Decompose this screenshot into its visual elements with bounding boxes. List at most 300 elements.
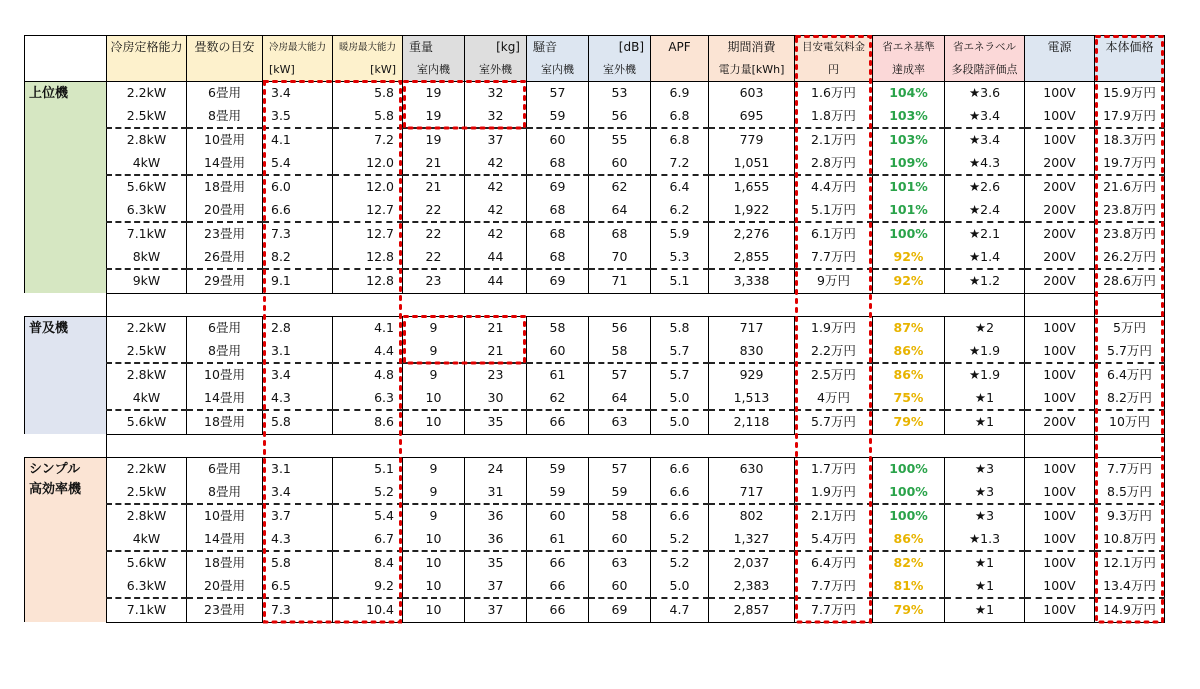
cell-noise-outdoor: 57 — [589, 458, 651, 481]
table-row — [25, 528, 1165, 552]
cell-weight-indoor: 10 — [403, 387, 465, 411]
cell-capacity: 2.8kW — [107, 363, 187, 387]
cell-electricity-cost: 5.1万円 — [795, 199, 873, 223]
cell-apf: 6.9 — [651, 82, 709, 105]
cell-power-source: 100V — [1025, 317, 1095, 340]
cell-energy-rate: 100% — [873, 222, 945, 246]
cell-energy-label: ★3 — [945, 481, 1025, 505]
cell-price: 14.9万円 — [1095, 598, 1165, 622]
cell-capacity: 2.5kW — [107, 105, 187, 129]
cell-noise-indoor: 68 — [527, 152, 589, 176]
cell-max-cool: 5.8 — [263, 551, 333, 575]
header-price: 本体価格 — [1095, 36, 1165, 59]
cell-room-size: 10畳用 — [187, 363, 263, 387]
cell-weight-indoor: 21 — [403, 152, 465, 176]
gap-cell — [465, 434, 527, 458]
cell-room-size: 14畳用 — [187, 528, 263, 552]
gap-cell — [25, 434, 107, 458]
cell-weight-outdoor: 24 — [465, 458, 527, 481]
cell-electricity-cost: 1.6万円 — [795, 82, 873, 105]
cell-apf: 6.6 — [651, 481, 709, 505]
table-row — [25, 458, 1165, 481]
cell-annual-power: 2,037 — [709, 551, 795, 575]
cell-noise-outdoor: 58 — [589, 504, 651, 528]
cell-energy-rate: 75% — [873, 387, 945, 411]
cell-room-size: 23畳用 — [187, 222, 263, 246]
cell-max-cool: 3.7 — [263, 504, 333, 528]
cell-apf: 5.1 — [651, 269, 709, 293]
header-weight-indoor: 室内機 — [403, 59, 465, 82]
header-weight: 重量 — [403, 36, 465, 59]
cell-max-cool: 2.8 — [263, 317, 333, 340]
header-power-source: 電源 — [1025, 36, 1095, 59]
table-row — [25, 598, 1165, 622]
header-room-size: 畳数の目安 — [187, 36, 263, 59]
cell-noise-indoor: 58 — [527, 317, 589, 340]
header-max-heat: 暖房最大能力 — [333, 36, 403, 59]
cell-power-source: 100V — [1025, 82, 1095, 105]
cell-electricity-cost: 7.7万円 — [795, 598, 873, 622]
header-annual-power: 期間消費 — [709, 36, 795, 59]
cell-weight-indoor: 10 — [403, 598, 465, 622]
header-power-source-2 — [1025, 59, 1095, 82]
table-row — [25, 222, 1165, 246]
header-max-cool: 冷房最大能力 — [263, 36, 333, 59]
cell-max-heat: 5.8 — [333, 82, 403, 105]
cell-energy-label: ★1 — [945, 387, 1025, 411]
cell-capacity: 7.1kW — [107, 598, 187, 622]
cell-energy-label: ★3 — [945, 458, 1025, 481]
cell-capacity: 2.2kW — [107, 458, 187, 481]
cell-energy-label: ★3.6 — [945, 82, 1025, 105]
cell-max-cool: 5.8 — [263, 410, 333, 434]
cell-noise-indoor: 60 — [527, 128, 589, 152]
cell-noise-outdoor: 53 — [589, 82, 651, 105]
cell-annual-power: 2,857 — [709, 598, 795, 622]
cell-room-size: 26畳用 — [187, 246, 263, 270]
header-annual-power-unit: 電力量[kWh] — [709, 59, 795, 82]
cell-energy-rate: 86% — [873, 340, 945, 364]
cell-annual-power: 830 — [709, 340, 795, 364]
cell-noise-outdoor: 60 — [589, 575, 651, 599]
cell-power-source: 200V — [1025, 199, 1095, 223]
cell-noise-indoor: 69 — [527, 175, 589, 199]
cell-capacity: 6.3kW — [107, 199, 187, 223]
cell-energy-rate: 100% — [873, 504, 945, 528]
cell-electricity-cost: 1.8万円 — [795, 105, 873, 129]
cell-energy-label: ★3.4 — [945, 128, 1025, 152]
cell-apf: 6.2 — [651, 199, 709, 223]
cell-capacity: 2.2kW — [107, 317, 187, 340]
cell-noise-indoor: 68 — [527, 222, 589, 246]
cell-room-size: 14畳用 — [187, 387, 263, 411]
cell-energy-rate: 81% — [873, 575, 945, 599]
cell-power-source: 100V — [1025, 481, 1095, 505]
cell-power-source: 200V — [1025, 410, 1095, 434]
cell-price: 13.4万円 — [1095, 575, 1165, 599]
header-corner — [25, 36, 107, 59]
cell-capacity: 2.2kW — [107, 82, 187, 105]
header-max-cool-unit: [kW] — [263, 59, 333, 82]
table-row — [25, 175, 1165, 199]
cell-energy-label: ★2.4 — [945, 199, 1025, 223]
cell-max-cool: 6.6 — [263, 199, 333, 223]
cell-energy-label: ★1.2 — [945, 269, 1025, 293]
cell-weight-outdoor: 37 — [465, 128, 527, 152]
cell-energy-rate: 92% — [873, 246, 945, 270]
gap-cell — [709, 434, 795, 458]
cell-power-source: 100V — [1025, 363, 1095, 387]
cell-max-heat: 8.4 — [333, 551, 403, 575]
cell-noise-outdoor: 68 — [589, 222, 651, 246]
cell-power-source: 100V — [1025, 551, 1095, 575]
cell-max-heat: 4.8 — [333, 363, 403, 387]
cell-weight-indoor: 22 — [403, 222, 465, 246]
table-row — [25, 481, 1165, 505]
cell-room-size: 18畳用 — [187, 410, 263, 434]
cell-noise-indoor: 57 — [527, 82, 589, 105]
cell-price: 12.1万円 — [1095, 551, 1165, 575]
cell-room-size: 6畳用 — [187, 317, 263, 340]
cell-apf: 5.9 — [651, 222, 709, 246]
cell-weight-indoor: 10 — [403, 410, 465, 434]
cell-apf: 6.8 — [651, 128, 709, 152]
cell-annual-power: 2,383 — [709, 575, 795, 599]
cell-noise-outdoor: 64 — [589, 199, 651, 223]
cell-electricity-cost: 5.7万円 — [795, 410, 873, 434]
table-row — [25, 246, 1165, 270]
cell-max-cool: 3.4 — [263, 481, 333, 505]
gap-cell — [333, 434, 403, 458]
cell-max-cool: 3.1 — [263, 458, 333, 481]
cell-price: 19.7万円 — [1095, 152, 1165, 176]
cell-noise-outdoor: 56 — [589, 317, 651, 340]
gap-cell — [1095, 293, 1165, 317]
header-weight-outdoor: 室外機 — [465, 59, 527, 82]
cell-max-cool: 7.3 — [263, 598, 333, 622]
cell-price: 8.2万円 — [1095, 387, 1165, 411]
cell-noise-outdoor: 64 — [589, 387, 651, 411]
cell-power-source: 200V — [1025, 152, 1095, 176]
cell-max-heat: 12.8 — [333, 269, 403, 293]
cell-max-heat: 8.6 — [333, 410, 403, 434]
cell-noise-outdoor: 55 — [589, 128, 651, 152]
cell-room-size: 10畳用 — [187, 128, 263, 152]
cell-apf: 5.2 — [651, 551, 709, 575]
header-cooling-capacity-2 — [107, 59, 187, 82]
cell-annual-power: 630 — [709, 458, 795, 481]
cell-electricity-cost: 6.1万円 — [795, 222, 873, 246]
cell-max-cool: 6.0 — [263, 175, 333, 199]
cell-power-source: 100V — [1025, 575, 1095, 599]
cell-room-size: 8畳用 — [187, 105, 263, 129]
cell-noise-outdoor: 70 — [589, 246, 651, 270]
cell-room-size: 18畳用 — [187, 551, 263, 575]
cell-max-cool: 4.3 — [263, 387, 333, 411]
header-energy-std: 省エネ基準 — [873, 36, 945, 59]
cell-price: 9.3万円 — [1095, 504, 1165, 528]
group-gap — [25, 293, 1165, 317]
gap-cell — [403, 434, 465, 458]
cell-electricity-cost: 1.9万円 — [795, 317, 873, 340]
cell-apf: 5.7 — [651, 363, 709, 387]
cell-noise-indoor: 59 — [527, 481, 589, 505]
cell-capacity: 5.6kW — [107, 551, 187, 575]
cell-energy-label: ★2.6 — [945, 175, 1025, 199]
cell-weight-outdoor: 44 — [465, 246, 527, 270]
table-row — [25, 551, 1165, 575]
cell-max-heat: 12.0 — [333, 175, 403, 199]
table-row — [25, 199, 1165, 223]
header-apf-2 — [651, 59, 709, 82]
cell-max-heat: 6.3 — [333, 387, 403, 411]
cell-room-size: 29畳用 — [187, 269, 263, 293]
spec-sheet — [24, 35, 1165, 623]
cell-noise-indoor: 59 — [527, 458, 589, 481]
cell-energy-label: ★1.9 — [945, 363, 1025, 387]
cell-annual-power: 1,513 — [709, 387, 795, 411]
cell-noise-indoor: 60 — [527, 340, 589, 364]
cell-max-heat: 9.2 — [333, 575, 403, 599]
cell-electricity-cost: 2.5万円 — [795, 363, 873, 387]
cell-energy-rate: 86% — [873, 528, 945, 552]
cell-energy-rate: 103% — [873, 105, 945, 129]
cell-annual-power: 1,922 — [709, 199, 795, 223]
table-row — [25, 504, 1165, 528]
table-row — [25, 128, 1165, 152]
cell-energy-label: ★2 — [945, 317, 1025, 340]
cell-max-cool: 3.5 — [263, 105, 333, 129]
cell-energy-label: ★3.4 — [945, 105, 1025, 129]
cell-max-heat: 12.0 — [333, 152, 403, 176]
gap-cell — [945, 293, 1025, 317]
cell-electricity-cost: 2.1万円 — [795, 504, 873, 528]
cell-annual-power: 695 — [709, 105, 795, 129]
cell-electricity-cost: 9万円 — [795, 269, 873, 293]
cell-noise-indoor: 68 — [527, 246, 589, 270]
cell-apf: 6.4 — [651, 175, 709, 199]
cell-noise-indoor: 66 — [527, 410, 589, 434]
cell-weight-indoor: 9 — [403, 340, 465, 364]
cell-room-size: 10畳用 — [187, 504, 263, 528]
cell-power-source: 100V — [1025, 105, 1095, 129]
cell-electricity-cost: 4.4万円 — [795, 175, 873, 199]
group-label-line: 上位機 — [29, 86, 69, 101]
cell-weight-indoor: 21 — [403, 175, 465, 199]
table-row — [25, 410, 1165, 434]
cell-max-cool: 3.4 — [263, 82, 333, 105]
cell-annual-power: 2,118 — [709, 410, 795, 434]
cell-weight-outdoor: 35 — [465, 551, 527, 575]
cell-electricity-cost: 1.7万円 — [795, 458, 873, 481]
cell-noise-outdoor: 63 — [589, 410, 651, 434]
cell-power-source: 100V — [1025, 387, 1095, 411]
cell-energy-rate: 103% — [873, 128, 945, 152]
cell-electricity-cost: 5.4万円 — [795, 528, 873, 552]
cell-room-size: 6畳用 — [187, 82, 263, 105]
cell-energy-rate: 101% — [873, 175, 945, 199]
cell-max-cool: 5.4 — [263, 152, 333, 176]
cell-power-source: 100V — [1025, 458, 1095, 481]
cell-price: 17.9万円 — [1095, 105, 1165, 129]
gap-cell — [187, 434, 263, 458]
cell-capacity: 4kW — [107, 152, 187, 176]
cell-energy-label: ★1 — [945, 575, 1025, 599]
cell-apf: 6.8 — [651, 105, 709, 129]
header-cooling-capacity: 冷房定格能力 — [107, 36, 187, 59]
header-energy-label-eval: 多段階評価点 — [945, 59, 1025, 82]
cell-price: 28.6万円 — [1095, 269, 1165, 293]
group-gap — [25, 434, 1165, 458]
cell-weight-outdoor: 42 — [465, 152, 527, 176]
cell-energy-label: ★1 — [945, 551, 1025, 575]
cell-apf: 6.6 — [651, 458, 709, 481]
cell-noise-outdoor: 56 — [589, 105, 651, 129]
gap-cell — [527, 434, 589, 458]
cell-price: 8.5万円 — [1095, 481, 1165, 505]
cell-noise-outdoor: 71 — [589, 269, 651, 293]
cell-apf: 4.7 — [651, 598, 709, 622]
cell-annual-power: 3,338 — [709, 269, 795, 293]
header-electricity-cost-unit: 円 — [795, 59, 873, 82]
cell-weight-indoor: 19 — [403, 105, 465, 129]
cell-noise-outdoor: 60 — [589, 152, 651, 176]
cell-noise-outdoor: 57 — [589, 363, 651, 387]
cell-energy-rate: 79% — [873, 598, 945, 622]
cell-room-size: 6畳用 — [187, 458, 263, 481]
header-row-2 — [25, 59, 1165, 82]
table-row — [25, 105, 1165, 129]
cell-noise-indoor: 66 — [527, 575, 589, 599]
cell-room-size: 23畳用 — [187, 598, 263, 622]
cell-noise-indoor: 61 — [527, 363, 589, 387]
cell-annual-power: 1,655 — [709, 175, 795, 199]
cell-noise-outdoor: 59 — [589, 481, 651, 505]
cell-weight-outdoor: 21 — [465, 340, 527, 364]
cell-weight-indoor: 22 — [403, 246, 465, 270]
cell-max-cool: 3.4 — [263, 363, 333, 387]
cell-apf: 5.7 — [651, 340, 709, 364]
cell-power-source: 100V — [1025, 528, 1095, 552]
cell-noise-outdoor: 58 — [589, 340, 651, 364]
cell-weight-indoor: 9 — [403, 504, 465, 528]
cell-apf: 5.0 — [651, 387, 709, 411]
gap-cell — [1025, 434, 1095, 458]
cell-energy-rate: 104% — [873, 82, 945, 105]
cell-max-cool: 9.1 — [263, 269, 333, 293]
cell-annual-power: 1,327 — [709, 528, 795, 552]
cell-energy-rate: 87% — [873, 317, 945, 340]
cell-annual-power: 2,276 — [709, 222, 795, 246]
header-energy-label: 省エネラベル — [945, 36, 1025, 59]
cell-weight-indoor: 19 — [403, 82, 465, 105]
cell-max-heat: 5.1 — [333, 458, 403, 481]
cell-power-source: 200V — [1025, 222, 1095, 246]
cell-electricity-cost: 2.8万円 — [795, 152, 873, 176]
gap-cell — [651, 293, 709, 317]
cell-apf: 5.3 — [651, 246, 709, 270]
cell-power-source: 100V — [1025, 128, 1095, 152]
cell-room-size: 18畳用 — [187, 175, 263, 199]
table-row — [25, 340, 1165, 364]
header-row-1 — [25, 36, 1165, 59]
cell-capacity: 6.3kW — [107, 575, 187, 599]
cell-max-heat: 4.1 — [333, 317, 403, 340]
cell-weight-outdoor: 36 — [465, 504, 527, 528]
cell-energy-label: ★1 — [945, 598, 1025, 622]
cell-energy-rate: 100% — [873, 481, 945, 505]
cell-capacity: 2.5kW — [107, 481, 187, 505]
cell-electricity-cost: 1.9万円 — [795, 481, 873, 505]
gap-cell — [107, 293, 187, 317]
cell-noise-outdoor: 62 — [589, 175, 651, 199]
cell-energy-rate: 109% — [873, 152, 945, 176]
cell-power-source: 200V — [1025, 246, 1095, 270]
gap-cell — [465, 293, 527, 317]
cell-price: 23.8万円 — [1095, 199, 1165, 223]
cell-price: 15.9万円 — [1095, 82, 1165, 105]
header-apf: APF — [651, 36, 709, 59]
cell-weight-outdoor: 32 — [465, 82, 527, 105]
cell-max-cool: 6.5 — [263, 575, 333, 599]
header-noise-indoor: 室内機 — [527, 59, 589, 82]
header-max-heat-unit: [kW] — [333, 59, 403, 82]
cell-noise-indoor: 62 — [527, 387, 589, 411]
cell-weight-indoor: 10 — [403, 551, 465, 575]
header-weight-unit: [kg] — [465, 36, 527, 59]
cell-annual-power: 2,855 — [709, 246, 795, 270]
cell-max-heat: 12.8 — [333, 246, 403, 270]
cell-capacity: 4kW — [107, 528, 187, 552]
cell-price: 5万円 — [1095, 317, 1165, 340]
cell-max-cool: 3.1 — [263, 340, 333, 364]
cell-energy-rate: 101% — [873, 199, 945, 223]
cell-capacity: 8kW — [107, 246, 187, 270]
gap-cell — [589, 434, 651, 458]
cell-weight-outdoor: 32 — [465, 105, 527, 129]
gap-cell — [107, 434, 187, 458]
cell-room-size: 14畳用 — [187, 152, 263, 176]
cell-max-heat: 12.7 — [333, 199, 403, 223]
cell-apf: 5.8 — [651, 317, 709, 340]
cell-energy-label: ★1.4 — [945, 246, 1025, 270]
gap-cell — [873, 434, 945, 458]
cell-noise-indoor: 68 — [527, 199, 589, 223]
group-label — [25, 458, 107, 623]
cell-weight-indoor: 9 — [403, 481, 465, 505]
gap-cell — [873, 293, 945, 317]
cell-weight-outdoor: 37 — [465, 598, 527, 622]
gap-cell — [263, 293, 333, 317]
cell-weight-outdoor: 37 — [465, 575, 527, 599]
cell-weight-outdoor: 35 — [465, 410, 527, 434]
cell-weight-outdoor: 42 — [465, 222, 527, 246]
table-row — [25, 269, 1165, 293]
cell-capacity: 9kW — [107, 269, 187, 293]
gap-cell — [1095, 434, 1165, 458]
cell-weight-outdoor: 42 — [465, 199, 527, 223]
gap-cell — [945, 434, 1025, 458]
cell-apf: 6.6 — [651, 504, 709, 528]
cell-max-heat: 10.4 — [333, 598, 403, 622]
cell-annual-power: 603 — [709, 82, 795, 105]
cell-energy-label: ★3 — [945, 504, 1025, 528]
cell-power-source: 100V — [1025, 598, 1095, 622]
cell-price: 21.6万円 — [1095, 175, 1165, 199]
cell-weight-indoor: 10 — [403, 575, 465, 599]
cell-power-source: 200V — [1025, 269, 1095, 293]
gap-cell — [589, 293, 651, 317]
